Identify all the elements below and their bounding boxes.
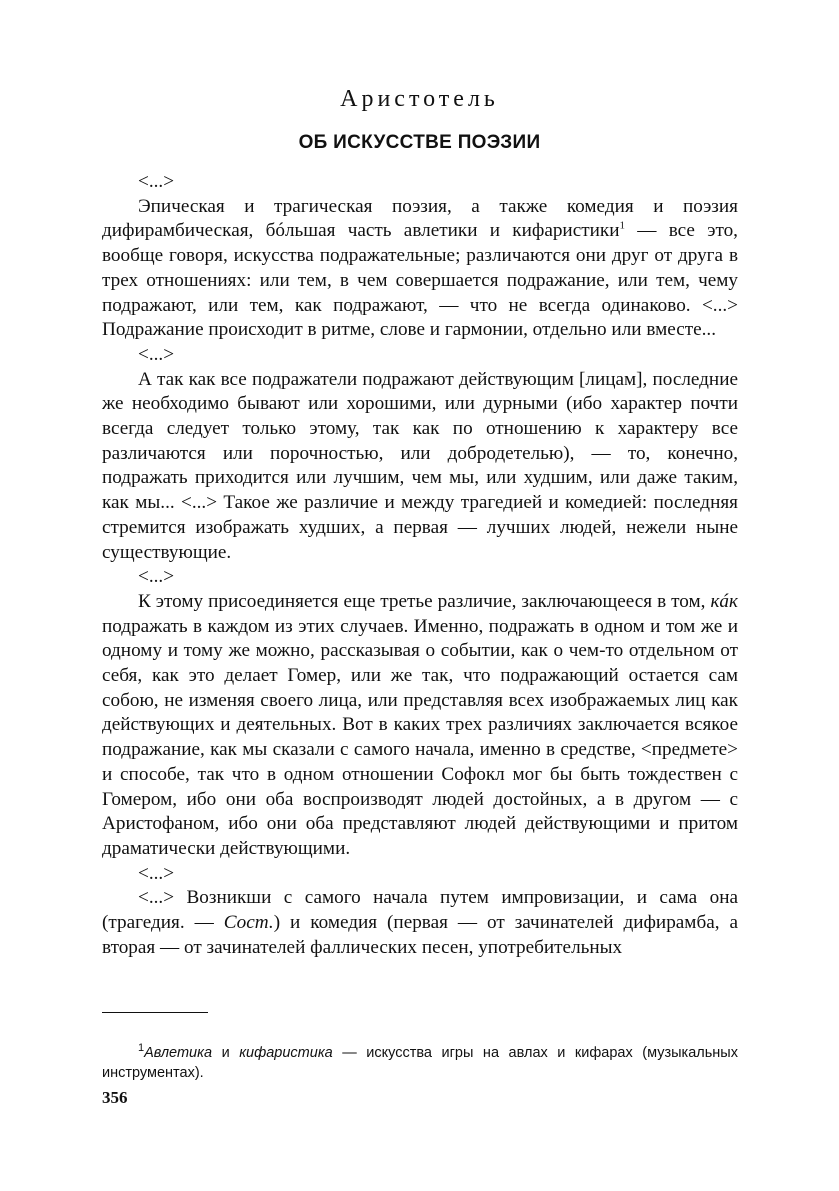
footnote: [102, 1043, 738, 1083]
paragraph-3-emphasis: кáк: [710, 590, 738, 612]
page-number: 356: [102, 1088, 128, 1107]
paragraph-3-text-b: подражать в каждом из этих случаев. Именно, подражать в одном и том же и одному и тому же можно, рассказывая о событии, как о чем-то отдельном от себя, как это делает Гомер, или же так, что подражающий остается сам собою, не изменяя своего лица, или представляя всех изображаемых лиц как действующих и деятельных. Вот в каких трех различиях заключается всякое подражание, как мы сказали с самого начала, именно в средстве, <предмете> и способе, так что в одном отношении Софокл мог бы быть тождествен с Гомером, ибо они оба воспроизводят людей достойных, а в другом — с Аристофаном, ибо они оба представляют людей действующими и притом драматически действующими.: [102, 615, 738, 859]
paragraph-3-text-a: К этому присоединяется еще третье различие, заключающееся в том,: [138, 590, 711, 612]
paragraph-1: [102, 195, 738, 343]
footnote-divider: [102, 1012, 208, 1013]
paragraph-1-text: Эпическая и трагическая поэзия, а также комедия и поэзия дифирамбическая, бóльшая часть авлетики и кифаристики: [102, 195, 738, 242]
ellipsis-marker: <...>: [138, 862, 175, 884]
paragraph-4-text-a: <...> Возникши с самого начала путем импровизации, и сама она (трагедия. —: [102, 887, 738, 934]
page-title: ОБ ИСКУССТВЕ ПОЭЗИИ: [298, 132, 541, 153]
footnote-term-1: Авлетика: [144, 1045, 213, 1061]
paragraph-4: [102, 886, 738, 960]
footnote-term-2: кифаристика: [239, 1045, 333, 1061]
author-heading: Аристотель: [340, 86, 499, 112]
footnote-ref: 1: [619, 220, 625, 233]
ellipsis-marker: <...>: [138, 171, 175, 192]
footnote-marker: 1: [138, 1042, 145, 1055]
ellipsis-marker: <...>: [138, 343, 175, 365]
footnote-conjunction: и: [212, 1045, 240, 1061]
paragraph-1-rest: — все это, вообще говоря, искусства подражательные; различаются они друг от друга в трех отношениях: или тем, в чем совершается подражание, или тем, чему подражают, или тем, как подражают, — что не всегда одинаково. <...> Подражание происходит в ритме, слове и гармонии, отдельно или вместе...: [102, 220, 738, 341]
paragraph-4-text-b: ) и комедия (первая — от зачинателей дифирамба, а вторая — от зачинателей фаллических песен, употребительных: [102, 912, 738, 958]
paragraph-2: А так как все подражатели подражают действующим [лицам], последние же необходимо бывают или хорошими, или дурными (ибо характер почти всегда следует только этому, так как по отношению к характеру все различаются или порочностью, или добродетелью), — то, конечно, подражать приходится или лучшим, чем мы, или худшим, или даже таким, как мы... <...> Такое же различие и между трагедией и комедией: последняя стремится изображать худших, а первая — лучших людей, нежели ныне существующие.: [102, 368, 738, 563]
paragraph-3: [102, 590, 738, 862]
footnote-text: — искусства игры на авлах и кифарах (музыкальных инструментах).: [102, 1045, 738, 1081]
ellipsis-marker: <...>: [138, 566, 175, 588]
paragraph-4-emphasis: Сост.: [223, 912, 274, 934]
main-text: [102, 170, 738, 961]
